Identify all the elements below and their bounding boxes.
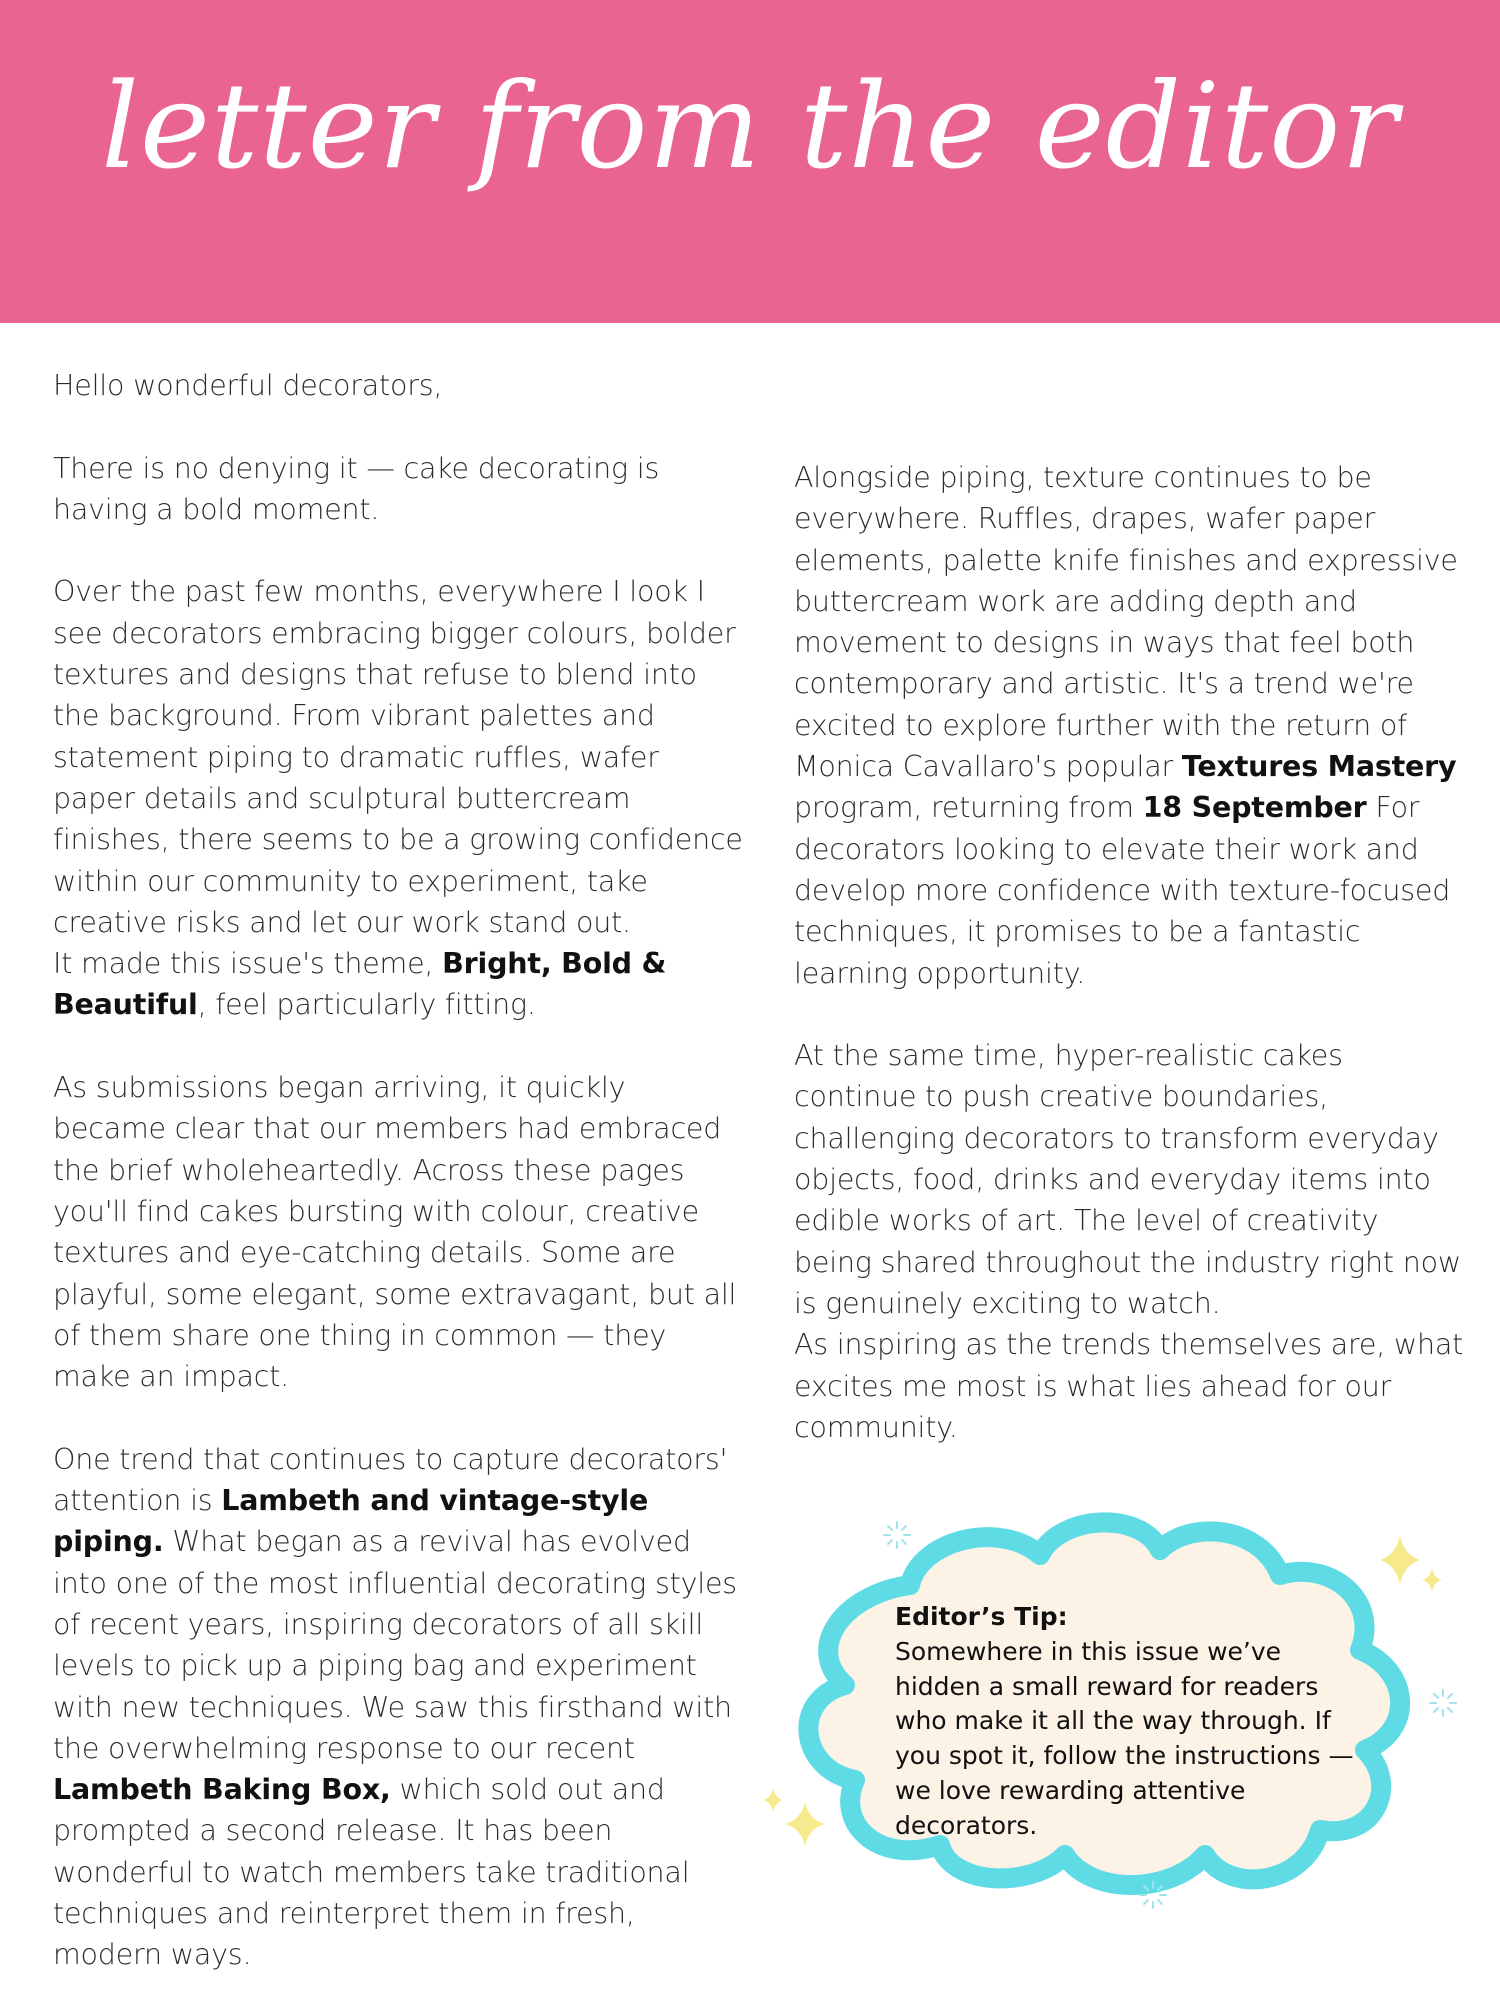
tip-text: [895, 1600, 1365, 1844]
paragraph-closing: As inspiring as the trends themselves are, what excites me most is what lies ahead for our community.: [794, 1328, 1464, 1444]
paragraph-theme: It made this issue's theme, Bright, Bold & Beautiful, feel particularly fitting.: [53, 947, 667, 1022]
paragraph-texture: Alongside piping, texture continues to be everywhere. Ruffles, drapes, wafer paper elements, palette knife finishes and expressive buttercream work are adding depth and movement to designs in ways that feel both contemporary and artistic. It's a trend we're excited to explore further with the return of Monica Cavallaro's popular Textures Mastery program, returning from 18 September For decorators looking to elevate their work and develop more confidence with texture-focused techniques, it promises to be a fantastic learning opportunity.: [794, 461, 1458, 990]
greeting: Hello wonderful decorators,: [53, 369, 443, 402]
lambeth-piping-highlight: Lambeth and vintage-style piping.: [53, 1484, 649, 1559]
tip-heading: Editor’s Tip:: [895, 1602, 1068, 1631]
paragraph-submissions: As submissions began arriving, it quickly became clear that our members had embraced the brief wholeheartedly. Across these pages you'll find cakes bursting with colour, creative textures and eye-catching details. Some are playful, some elegant, some extravagant, but all of them share one thing in common — they make an impact.: [53, 1071, 737, 1394]
letter-column-right: [794, 457, 1464, 1448]
tip-body: Somewhere in this issue we’ve hidden a small reward for readers who make it all the way through. If you spot it, follow the instructions — we love rewarding attentive decorators.: [895, 1636, 1354, 1840]
burst-sparkle-icon: [882, 1520, 912, 1550]
header-banner: [0, 0, 1500, 323]
return-date-highlight: 18 September: [1142, 791, 1367, 825]
page-title: letter from the editor: [101, 57, 1399, 195]
burst-sparkle-icon: [1428, 1688, 1458, 1718]
paragraph-hyper-realistic: At the same time, hyper-realistic cakes continue to push creative boundaries, challenging decorators to transform everyday objects, food, drinks and everyday items into edible works of art. The level of creativity being shared throughout the industry right now is genuinely exciting to watch.: [794, 1039, 1461, 1320]
paragraph-piping: One trend that continues to capture decorators' attention is Lambeth and vintage-style piping. What began as a revival has evolved into one of the most influential decorating styles of recent years, inspiring decorators of all skill levels to pick up a piping bag and experiment with new techniques. We saw this firsthand with the overwhelming response to our recent Lambeth Baking Box, which sold out and prompted a second release. It has been wonderful to watch members take traditional techniques and reinterpret them in fresh, modern ways.: [53, 1442, 737, 1972]
textures-mastery-highlight: Textures Mastery: [1181, 750, 1457, 784]
editors-tip-cloud: [760, 1500, 1430, 1910]
lambeth-baking-box-highlight: Lambeth Baking Box,: [53, 1773, 391, 1807]
letter-column-left: [53, 365, 743, 1976]
theme-name: Bright, Bold & Beautiful: [53, 947, 667, 1022]
star-sparkle-icon: [755, 1780, 835, 1850]
paragraph-intro: There is no denying it — cake decorating is having a bold moment.: [53, 451, 660, 526]
paragraph-trends: Over the past few months, everywhere I look I see decorators embracing bigger colours, bolder textures and designs that refuse to blend into the background. From vibrant palettes and statement piping to dramatic ruffles, wafer paper details and sculptural buttercream finishes, there seems to be a growing confidence within our community to experiment, take creative risks and let our work stand out.: [53, 575, 743, 939]
star-sparkle-icon: [1370, 1530, 1450, 1600]
burst-sparkle-icon: [1138, 1880, 1168, 1910]
